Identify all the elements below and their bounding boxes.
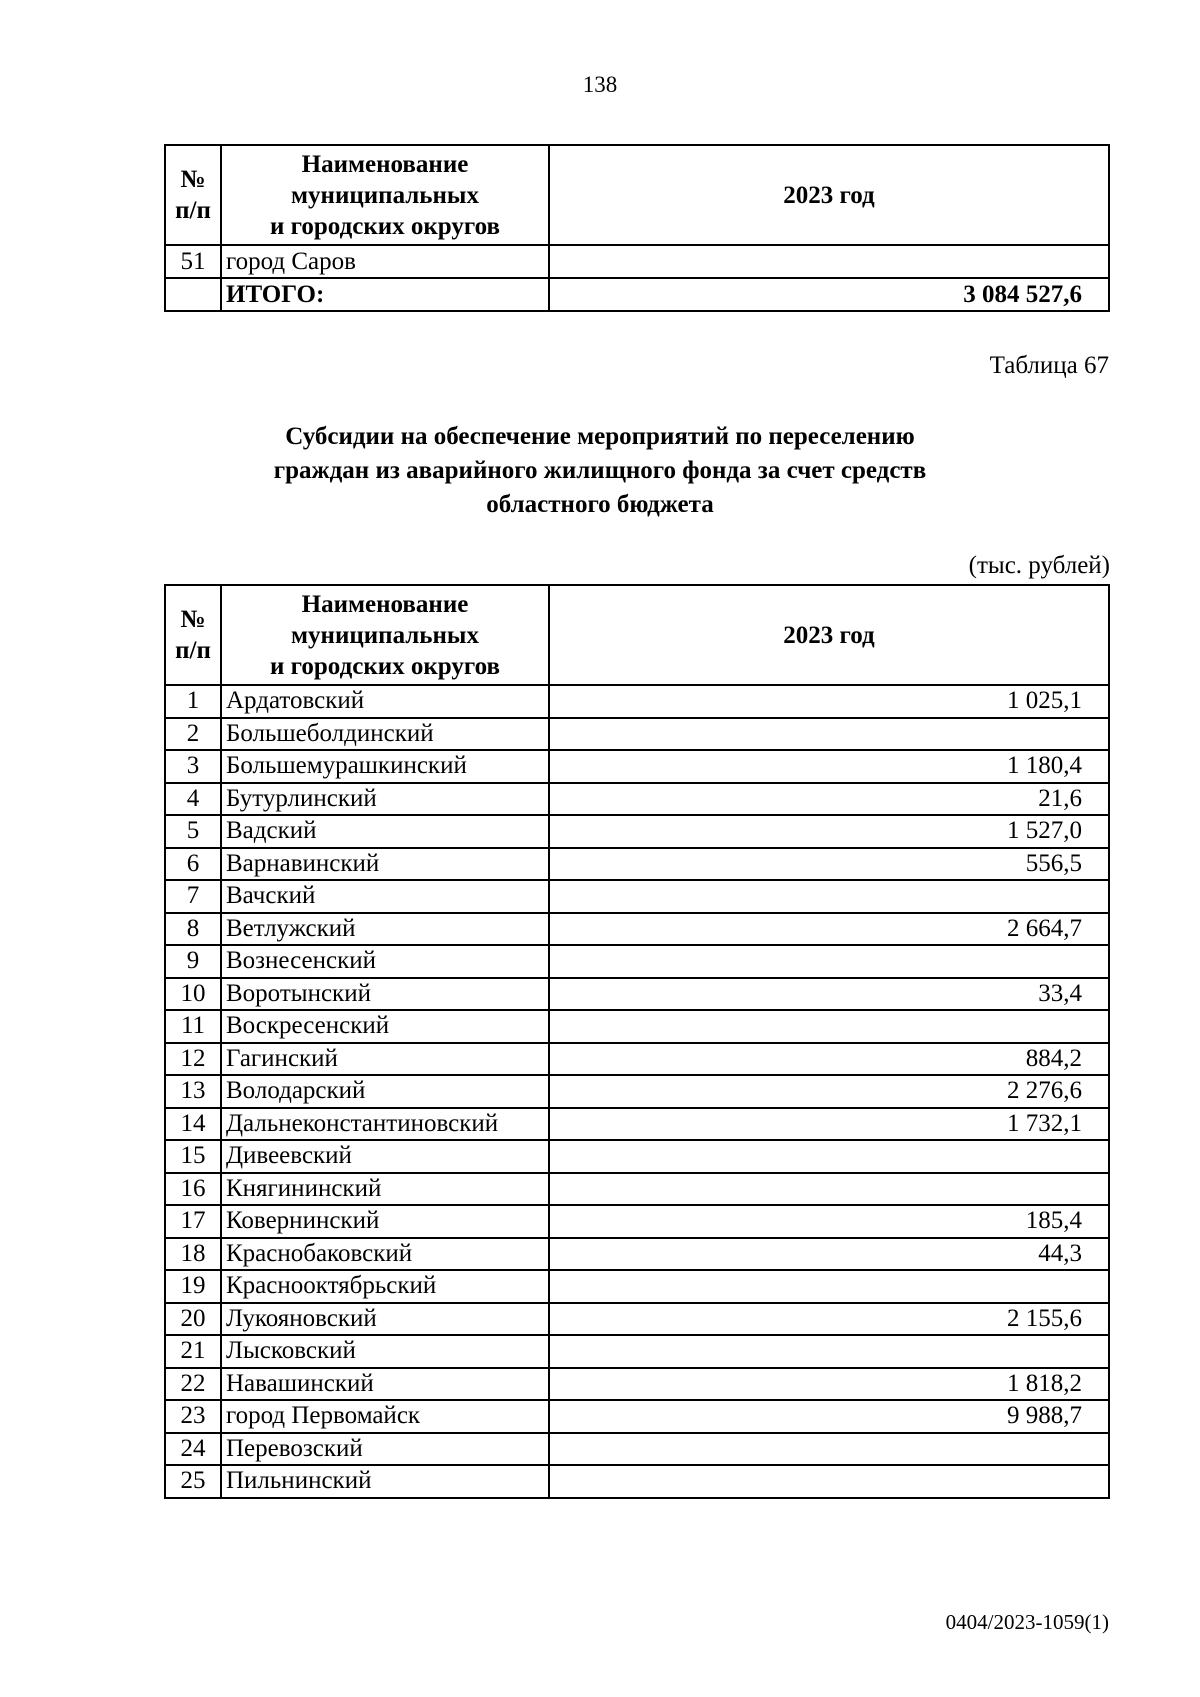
row-value: 21,6 — [549, 783, 1109, 816]
row-value: 2 155,6 — [549, 1303, 1109, 1336]
row-value: 1 527,0 — [549, 815, 1109, 848]
row-number: 12 — [165, 1043, 221, 1076]
row-name: Варнавинский — [221, 848, 549, 881]
row-value: 1 818,2 — [549, 1368, 1109, 1401]
header-name-line: и городских округов — [270, 212, 500, 240]
table-row — [165, 1433, 1109, 1466]
row-number: 11 — [165, 1010, 221, 1043]
table-row — [165, 815, 1109, 848]
row-number: 51 — [165, 245, 221, 278]
row-number: 13 — [165, 1075, 221, 1108]
header-name-line: Наименование — [301, 150, 469, 178]
title-line: областного бюджета — [486, 491, 714, 518]
row-number: 22 — [165, 1368, 221, 1401]
row-value — [549, 1173, 1109, 1206]
table-row — [165, 1043, 1109, 1076]
row-number: 25 — [165, 1465, 221, 1498]
table-row — [165, 1465, 1109, 1498]
row-value — [549, 945, 1109, 978]
table-row — [165, 945, 1109, 978]
row-value — [549, 1010, 1109, 1043]
table-row — [165, 913, 1109, 946]
row-value: 9 988,7 — [549, 1400, 1109, 1433]
total-num — [165, 278, 221, 311]
row-name: Володарский — [221, 1075, 549, 1108]
row-number: 20 — [165, 1303, 221, 1336]
row-number: 16 — [165, 1173, 221, 1206]
row-name: Навашинский — [221, 1368, 549, 1401]
row-name: город Первомайск — [221, 1400, 549, 1433]
row-name: Вачский — [221, 880, 549, 913]
row-value: 556,5 — [549, 848, 1109, 881]
row-value: 44,3 — [549, 1238, 1109, 1271]
row-value — [549, 1270, 1109, 1303]
row-value: 1 180,4 — [549, 750, 1109, 783]
row-value — [549, 1465, 1109, 1498]
table-row — [165, 718, 1109, 751]
row-number: 24 — [165, 1433, 221, 1466]
row-number: 15 — [165, 1140, 221, 1173]
row-value — [549, 880, 1109, 913]
table-row — [165, 750, 1109, 783]
row-name: Лысковский — [221, 1335, 549, 1368]
header-name-line: Наименование — [301, 590, 469, 618]
table-title — [0, 420, 1200, 522]
table-row — [165, 1270, 1109, 1303]
row-number: 8 — [165, 913, 221, 946]
row-name: город Саров — [221, 245, 549, 278]
row-value: 33,4 — [549, 978, 1109, 1011]
total-label: ИТОГО: — [221, 278, 549, 311]
row-name: Лукояновский — [221, 1303, 549, 1336]
row-value: 1 025,1 — [549, 685, 1109, 718]
table-row — [165, 1108, 1109, 1141]
header-num: № п/п — [165, 585, 221, 685]
table-row — [165, 1400, 1109, 1433]
table-row — [165, 1238, 1109, 1271]
header-year: 2023 год — [549, 585, 1109, 685]
table-row — [165, 1010, 1109, 1043]
page-number: 138 — [582, 72, 618, 97]
row-number: 3 — [165, 750, 221, 783]
row-number: 2 — [165, 718, 221, 751]
row-name: Воскресенский — [221, 1010, 549, 1043]
table-row — [165, 848, 1109, 881]
row-name: Дальнеконстантиновский — [221, 1108, 549, 1141]
table-row — [165, 685, 1109, 718]
row-name: Гагинский — [221, 1043, 549, 1076]
header-name-line: муниципальных — [291, 181, 479, 209]
row-name: Большеболдинский — [221, 718, 549, 751]
row-number: 23 — [165, 1400, 221, 1433]
row-value — [549, 1140, 1109, 1173]
document-code: 0404/2023-1059(1) — [945, 1610, 1109, 1634]
total-value: 3 084 527,6 — [549, 278, 1109, 311]
row-name: Вознесенский — [221, 945, 549, 978]
row-value — [549, 1335, 1109, 1368]
table-row — [165, 1303, 1109, 1336]
row-value: 2 664,7 — [549, 913, 1109, 946]
row-number: 4 — [165, 783, 221, 816]
row-number: 5 — [165, 815, 221, 848]
row-name: Дивеевский — [221, 1140, 549, 1173]
row-name: Воротынский — [221, 978, 549, 1011]
row-value: 185,4 — [549, 1205, 1109, 1238]
row-name: Краснооктябрьский — [221, 1270, 549, 1303]
header-name-line: муниципальных — [291, 621, 479, 649]
row-value — [549, 718, 1109, 751]
title-line: Субсидии на обеспечение мероприятий по переселению — [285, 423, 915, 450]
table-row — [165, 1368, 1109, 1401]
table-row — [165, 880, 1109, 913]
table-row — [165, 783, 1109, 816]
row-number: 18 — [165, 1238, 221, 1271]
row-number: 19 — [165, 1270, 221, 1303]
continued-table — [164, 144, 1110, 312]
row-name: Пильнинский — [221, 1465, 549, 1498]
row-number: 6 — [165, 848, 221, 881]
row-name: Ветлужский — [221, 913, 549, 946]
row-number: 10 — [165, 978, 221, 1011]
row-value: 1 732,1 — [549, 1108, 1109, 1141]
table-row — [165, 1140, 1109, 1173]
header-name — [221, 585, 549, 685]
header-name — [221, 145, 549, 245]
row-name: Бутурлинский — [221, 783, 549, 816]
header-name-line: и городских округов — [270, 652, 500, 680]
table-row — [165, 245, 1109, 278]
table-row — [165, 1075, 1109, 1108]
row-number: 17 — [165, 1205, 221, 1238]
subsidies-table — [164, 584, 1110, 1499]
row-value — [549, 245, 1109, 278]
row-name: Краснобаковский — [221, 1238, 549, 1271]
row-number: 21 — [165, 1335, 221, 1368]
table-row — [165, 1173, 1109, 1206]
header-num: № п/п — [165, 145, 221, 245]
row-name: Ардатовский — [221, 685, 549, 718]
row-number: 7 — [165, 880, 221, 913]
row-value — [549, 1433, 1109, 1466]
row-number: 1 — [165, 685, 221, 718]
header-year: 2023 год — [549, 145, 1109, 245]
table-row — [165, 978, 1109, 1011]
row-name: Большемурашкинский — [221, 750, 549, 783]
row-name: Княгининский — [221, 1173, 549, 1206]
row-number: 14 — [165, 1108, 221, 1141]
row-name: Перевозский — [221, 1433, 549, 1466]
table-row — [165, 1205, 1109, 1238]
row-name: Ковернинский — [221, 1205, 549, 1238]
units-label: (тыс. рублей) — [968, 552, 1110, 579]
row-value: 884,2 — [549, 1043, 1109, 1076]
row-number: 9 — [165, 945, 221, 978]
row-value: 2 276,6 — [549, 1075, 1109, 1108]
table-header-row — [165, 585, 1109, 685]
total-row — [165, 278, 1109, 311]
row-name: Вадский — [221, 815, 549, 848]
table-header-row — [165, 145, 1109, 245]
table-row — [165, 1335, 1109, 1368]
table-label: Таблица 67 — [989, 352, 1109, 379]
title-line: граждан из аварийного жилищного фонда за счет средств — [273, 457, 927, 484]
